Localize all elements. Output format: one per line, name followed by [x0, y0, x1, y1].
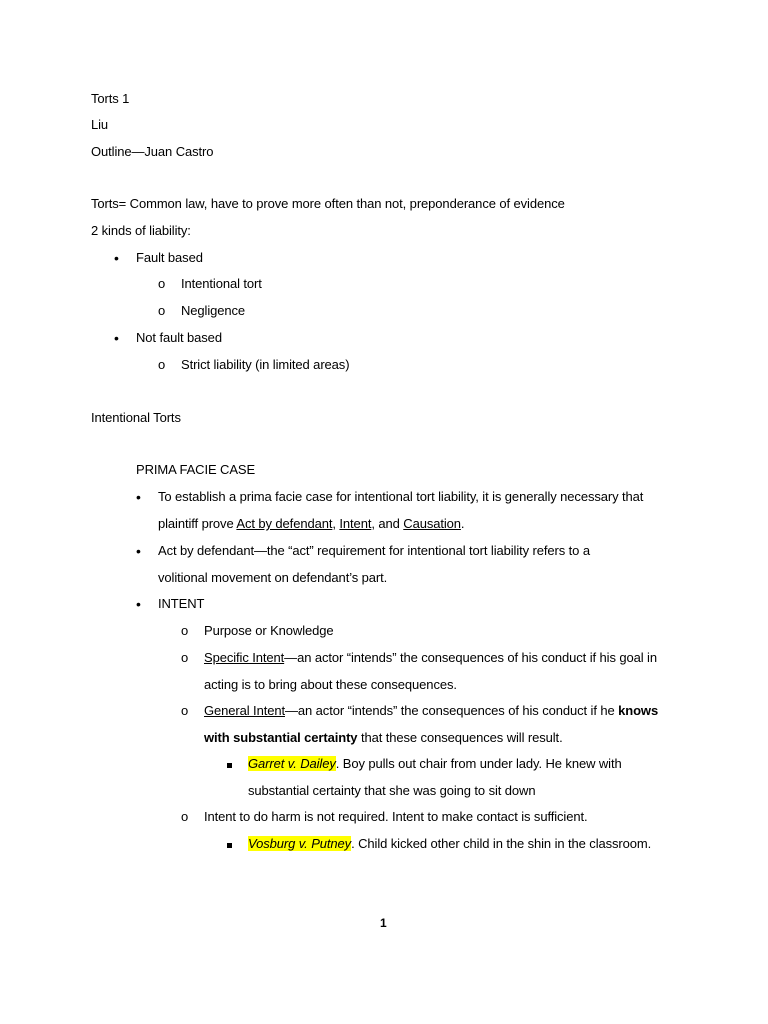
specific-intent-line1: Specific Intent—an actor “intends” the consequences of his conduct if his goal in	[204, 650, 657, 665]
not-fault-based-item: Not fault based	[136, 330, 222, 345]
bullet-disc-icon: •	[114, 250, 119, 266]
bullet-circle-icon: o	[181, 703, 189, 718]
general-intent-line2: with substantial certainty that these consequences will result.	[204, 730, 563, 745]
intentional-torts-heading: Intentional Torts	[91, 410, 181, 425]
intentional-tort-item: Intentional tort	[181, 276, 262, 291]
act-paragraph-line2: volitional movement on defendant’s part.	[158, 570, 388, 585]
specific-intent-term: Specific Intent	[204, 650, 285, 665]
purpose-knowledge-item: Purpose or Knowledge	[204, 623, 334, 638]
torts-definition: Torts= Common law, have to prove more often than not, preponderance of evidence	[91, 196, 565, 211]
act-paragraph-line1: Act by defendant—the “act” requirement for intentional tort liability refers to a	[158, 543, 590, 558]
page-number: 1	[380, 916, 387, 930]
specific-intent-line2: acting is to bring about these consequences.	[204, 677, 457, 692]
negligence-item: Negligence	[181, 303, 246, 318]
garret-case-line2: substantial certainty that she was going to sit down	[248, 783, 536, 798]
strict-liability-item: Strict liability (in limited areas)	[181, 357, 350, 372]
prima-facie-paragraph-line2: plaintiff prove Act by defendant, Intent, and Causation.	[158, 516, 465, 531]
causation-term: Causation	[403, 516, 461, 531]
bullet-square-icon	[227, 836, 232, 852]
bullet-disc-icon: •	[136, 489, 141, 505]
outline-author: Outline—Juan Castro	[91, 144, 214, 159]
prima-facie-paragraph-line1: To establish a prima facie case for intentional tort liability, it is generally necessary that	[158, 489, 644, 504]
document-title: Torts 1	[91, 91, 130, 106]
bullet-circle-icon: o	[181, 809, 189, 824]
bullet-square-icon	[227, 756, 232, 772]
bullet-circle-icon: o	[181, 623, 189, 638]
kinds-heading: 2 kinds of liability:	[91, 223, 191, 238]
bullet-disc-icon: •	[114, 330, 119, 346]
garret-case-line1: Garret v. Dailey. Boy pulls out chair from under lady. He knew with	[248, 756, 622, 771]
bullet-circle-icon: o	[181, 650, 189, 665]
intent-term: Intent	[339, 516, 372, 531]
general-intent-term: General Intent	[204, 703, 285, 718]
bullet-disc-icon: •	[136, 543, 141, 559]
intent-heading: INTENT	[158, 596, 205, 611]
bullet-disc-icon: •	[136, 596, 141, 612]
intent-harm-item: Intent to do harm is not required. Intent to make contact is sufficient.	[204, 809, 588, 824]
professor-name: Liu	[91, 117, 109, 132]
bullet-circle-icon: o	[158, 276, 166, 291]
prima-facie-heading: PRIMA FACIE CASE	[136, 462, 256, 477]
act-by-defendant-term: Act by defendant	[236, 516, 333, 531]
bullet-circle-icon: o	[158, 303, 166, 318]
vosburg-case-line: Vosburg v. Putney. Child kicked other child in the shin in the classroom.	[248, 836, 652, 851]
general-intent-line1: General Intent—an actor “intends” the consequences of his conduct if he knows	[204, 703, 659, 718]
vosburg-case-name: Vosburg v. Putney	[248, 836, 352, 851]
garret-case-name: Garret v. Dailey	[248, 756, 336, 771]
bullet-circle-icon: o	[158, 357, 166, 372]
fault-based-item: Fault based	[136, 250, 203, 265]
